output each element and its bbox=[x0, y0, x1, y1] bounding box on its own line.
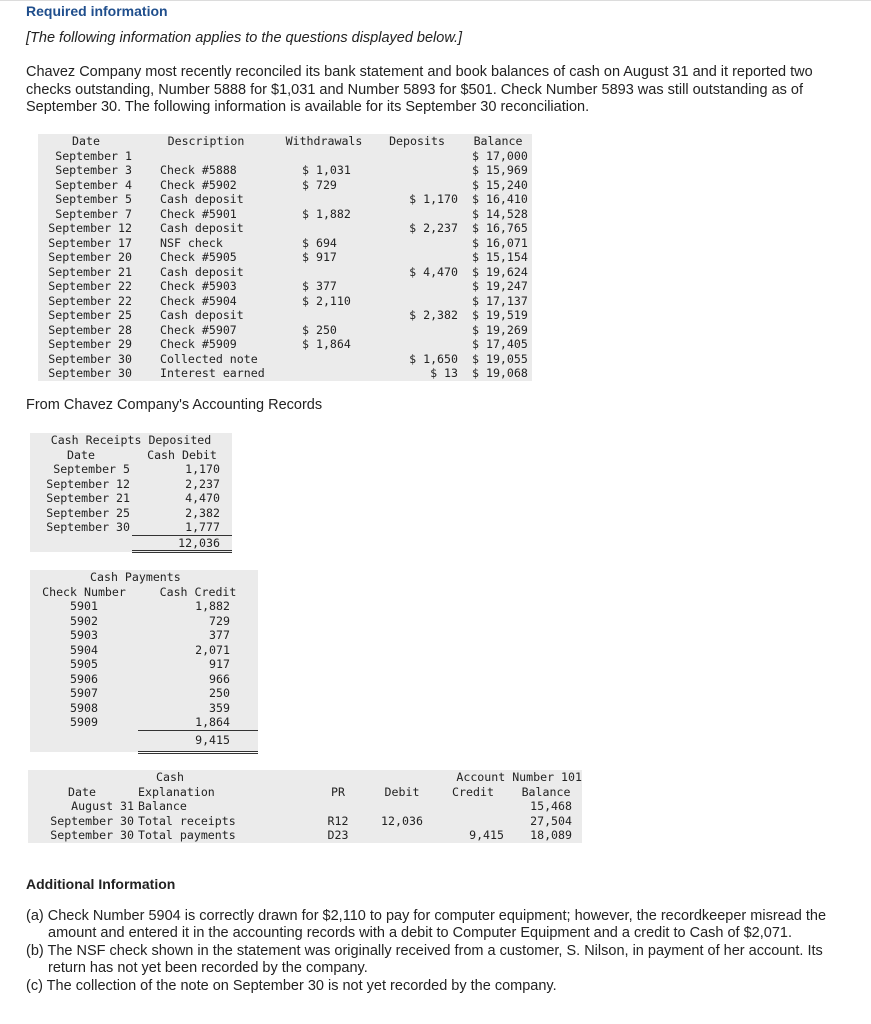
ledger-date: August 31 bbox=[71, 799, 134, 813]
bank-deposit bbox=[370, 323, 464, 338]
payment-row bbox=[30, 715, 258, 730]
bank-row bbox=[38, 236, 532, 251]
bank-balance: $ 15,240 bbox=[472, 177, 528, 192]
bank-withdrawal bbox=[278, 192, 370, 207]
ledger-balance: 15,468 bbox=[530, 799, 572, 813]
payment-check-number: 5907 bbox=[70, 686, 98, 700]
payments-title: Cash Payments bbox=[90, 570, 181, 584]
receipt-row bbox=[30, 477, 232, 492]
payment-check-number: 5908 bbox=[70, 700, 98, 715]
receipt-date: September 5 bbox=[53, 462, 130, 476]
receipts-total-spacer bbox=[30, 535, 132, 552]
payment-row bbox=[30, 672, 258, 687]
bank-deposit: $ 4,470 bbox=[409, 264, 458, 279]
receipt-row bbox=[30, 520, 232, 535]
bank-withdrawal: $ 1,882 bbox=[302, 206, 351, 221]
bank-deposit bbox=[370, 207, 464, 222]
bank-withdrawal: $ 2,110 bbox=[302, 293, 351, 308]
bank-description: Cash deposit bbox=[160, 192, 244, 206]
ledger-balance-header: Balance bbox=[521, 784, 571, 799]
bank-withdrawal bbox=[278, 265, 370, 280]
ledger-explanation: Total receipts bbox=[138, 813, 236, 828]
bank-row bbox=[38, 178, 532, 193]
payment-amount: 250 bbox=[209, 686, 230, 700]
bank-withdrawal: $ 1,031 bbox=[302, 163, 351, 177]
bank-description: Check #5904 bbox=[160, 293, 237, 308]
payment-amount: 1,864 bbox=[138, 715, 258, 730]
payment-row bbox=[30, 599, 258, 614]
payment-amount: 377 bbox=[209, 628, 230, 642]
bank-withdrawal: $ 377 bbox=[302, 279, 337, 293]
bank-statement-table bbox=[38, 134, 532, 381]
receipts-debit-header: Cash Debit bbox=[147, 447, 217, 462]
ledger-date: September 30 bbox=[50, 828, 134, 842]
bank-description: Check #5901 bbox=[160, 206, 237, 221]
payment-check-number: 5903 bbox=[70, 628, 98, 642]
bank-withdrawal: $ 917 bbox=[302, 250, 337, 264]
bank-date: September 21 bbox=[48, 264, 132, 279]
payment-amount: 359 bbox=[209, 700, 230, 715]
bank-deposit: $ 1,170 bbox=[409, 192, 458, 206]
ledger-body bbox=[28, 770, 582, 843]
payment-amount: 966 bbox=[209, 671, 230, 686]
ledger-debit: 12,036 bbox=[381, 813, 423, 828]
bank-date: September 7 bbox=[55, 206, 132, 221]
cash-ledger-table bbox=[28, 770, 582, 843]
bank-row bbox=[38, 294, 532, 309]
bank-row bbox=[38, 265, 532, 280]
additional-item-a: (a) Check Number 5904 is correctly drawn for $2,110 to pay for computer equipment; however, the recordkeeper misread the amount and entered it in the accounting records with a debit to Computer Equipment and a credit to Cash of $2,071. bbox=[26, 908, 827, 941]
bank-description: Cash deposit bbox=[160, 308, 244, 322]
payment-check-number: 5906 bbox=[70, 671, 98, 686]
ledger-explanation-header: Explanation bbox=[138, 784, 215, 799]
receipt-amount: 2,382 bbox=[185, 505, 220, 520]
bank-deposit: $ 2,237 bbox=[409, 221, 458, 235]
bank-date: September 30 bbox=[48, 351, 132, 366]
payment-check-number: 5902 bbox=[70, 613, 98, 628]
ledger-debit bbox=[368, 799, 436, 814]
bank-withdrawal: $ 729 bbox=[302, 177, 337, 192]
bank-balance: $ 16,765 bbox=[472, 221, 528, 235]
ledger-credit bbox=[436, 799, 510, 814]
bank-row bbox=[38, 323, 532, 338]
bank-row bbox=[38, 352, 532, 367]
bank-body bbox=[38, 149, 532, 381]
bank-description bbox=[134, 149, 278, 164]
ledger-date: September 30 bbox=[50, 813, 134, 828]
bank-balance: $ 17,405 bbox=[472, 337, 528, 351]
cash-payments-table bbox=[30, 570, 258, 754]
bank-withdrawal bbox=[278, 221, 370, 236]
ledger-balance: 27,504 bbox=[530, 813, 572, 828]
ledger-pr-header: PR bbox=[331, 784, 345, 799]
ledger-debit bbox=[368, 828, 436, 843]
ledger-pr bbox=[308, 799, 368, 814]
ledger-pr: D23 bbox=[327, 828, 349, 842]
bank-description: NSF check bbox=[160, 235, 223, 250]
payments-check-header: Check Number bbox=[42, 584, 126, 599]
ledger-row bbox=[28, 814, 582, 829]
ledger-pr: R12 bbox=[327, 813, 349, 828]
bank-balance: $ 19,519 bbox=[472, 308, 528, 322]
bank-description: Interest earned bbox=[160, 366, 265, 380]
payment-check-number: 5905 bbox=[70, 657, 98, 671]
cash-receipts-table bbox=[30, 433, 232, 553]
bank-description: Check #5909 bbox=[160, 337, 237, 351]
bank-description: Cash deposit bbox=[160, 264, 244, 279]
additional-info-list bbox=[26, 908, 856, 996]
bank-date: September 20 bbox=[48, 250, 132, 264]
receipt-date: September 12 bbox=[46, 476, 130, 491]
payments-body bbox=[30, 570, 258, 752]
bank-date: September 30 bbox=[48, 366, 132, 380]
bank-withdrawal: $ 250 bbox=[302, 322, 337, 337]
bank-deposit bbox=[370, 178, 464, 193]
ledger-row bbox=[28, 799, 582, 814]
bank-balance: $ 17,000 bbox=[472, 148, 528, 163]
ledger-credit-header: Credit bbox=[452, 784, 494, 799]
receipts-total-row bbox=[30, 535, 232, 552]
records-title: From Chavez Company's Accounting Records bbox=[26, 397, 323, 413]
additional-item-b: (b) The NSF check shown in the statement was originally received from a customer, S. Nilson, in payment of her account. Its return has not yet been recorded by the company. bbox=[26, 943, 823, 976]
bank-deposit: $ 1,650 bbox=[409, 351, 458, 366]
payment-amount: 1,882 bbox=[195, 599, 230, 613]
bank-description: Check #5907 bbox=[160, 322, 237, 337]
bank-balance: $ 17,137 bbox=[472, 293, 528, 308]
receipt-date: September 21 bbox=[46, 491, 130, 505]
payment-row bbox=[30, 628, 258, 643]
bank-row bbox=[38, 250, 532, 265]
bank-balance: $ 19,624 bbox=[472, 264, 528, 279]
receipts-title: Cash Receipts Deposited bbox=[50, 433, 212, 447]
col-deposits-header: Deposits bbox=[389, 134, 445, 148]
payments-total: 9,415 bbox=[138, 730, 258, 752]
problem-text: Chavez Company most recently reconciled its bank statement and book balances of cash on August 31 and it reported two checks outstanding, Number 5888 for $1,031 and Number 5893 for $501. Check Number 5893 was still outstanding as of September 30. The following information is available for its September 30 reconciliation. bbox=[26, 64, 813, 115]
receipt-row bbox=[30, 491, 232, 506]
payment-amount: 917 bbox=[209, 657, 230, 671]
payment-check-number: 5901 bbox=[70, 599, 98, 613]
additional-info-title: Additional Information bbox=[26, 876, 176, 892]
bank-description: Check #5905 bbox=[160, 250, 237, 264]
additional-item-c: (c) The collection of the note on September 30 is not yet recorded by the company. bbox=[26, 978, 557, 994]
bank-deposit: $ 2,382 bbox=[409, 308, 458, 322]
ledger-row bbox=[28, 828, 582, 843]
bank-row bbox=[38, 192, 532, 207]
bank-withdrawal: $ 1,864 bbox=[302, 337, 351, 351]
payment-check-number: 5909 bbox=[70, 715, 98, 730]
receipt-amount: 2,237 bbox=[185, 476, 220, 491]
bank-date: September 25 bbox=[48, 308, 132, 322]
receipts-total: 12,036 bbox=[132, 535, 232, 552]
bank-balance: $ 16,410 bbox=[472, 192, 528, 206]
payment-row bbox=[30, 657, 258, 672]
col-date-header: Date bbox=[72, 134, 100, 148]
bank-deposit bbox=[370, 294, 464, 309]
payment-amount: 729 bbox=[209, 613, 230, 628]
ledger-explanation: Balance bbox=[138, 799, 187, 813]
bank-description: Check #5903 bbox=[160, 279, 237, 293]
intro-note: [The following information applies to the questions displayed below.] bbox=[26, 30, 463, 46]
bank-deposit bbox=[370, 250, 464, 265]
receipt-date: September 25 bbox=[46, 505, 130, 520]
bank-row bbox=[38, 149, 532, 164]
payment-row bbox=[30, 686, 258, 701]
ledger-credit bbox=[436, 814, 510, 829]
bank-balance: $ 16,071 bbox=[472, 235, 528, 250]
required-info-heading: Required information bbox=[26, 3, 168, 19]
receipt-amount: 1,170 bbox=[185, 462, 220, 476]
bank-date: September 3 bbox=[55, 163, 132, 177]
bank-header-row bbox=[38, 134, 532, 149]
bank-deposit bbox=[370, 236, 464, 251]
bank-deposit bbox=[370, 163, 464, 178]
bank-deposit: $ 13 bbox=[430, 366, 458, 380]
receipt-row bbox=[30, 506, 232, 521]
bank-balance: $ 19,068 bbox=[472, 366, 528, 380]
bank-row bbox=[38, 337, 532, 352]
bank-row bbox=[38, 207, 532, 222]
col-withdrawals-header: Withdrawals bbox=[285, 134, 363, 148]
bank-balance: $ 19,247 bbox=[472, 279, 528, 293]
bank-deposit bbox=[370, 337, 464, 352]
ledger-title: Cash bbox=[156, 770, 184, 784]
bank-date: September 12 bbox=[48, 221, 132, 235]
payment-row bbox=[30, 643, 258, 658]
ledger-balance: 18,089 bbox=[530, 828, 572, 842]
receipts-date-header: Date bbox=[67, 447, 95, 462]
bank-description: Cash deposit bbox=[160, 221, 244, 235]
bank-date: September 17 bbox=[48, 235, 132, 250]
payment-row bbox=[30, 614, 258, 629]
bank-deposit bbox=[370, 279, 464, 294]
payments-credit-header: Cash Credit bbox=[159, 584, 237, 599]
ledger-debit-header: Debit bbox=[384, 784, 420, 799]
payment-amount: 2,071 bbox=[195, 642, 230, 657]
bank-withdrawal bbox=[278, 149, 370, 164]
bank-date: September 22 bbox=[48, 279, 132, 293]
bank-withdrawal bbox=[278, 366, 370, 381]
bank-withdrawal bbox=[278, 352, 370, 367]
ledger-credit: 9,415 bbox=[469, 828, 504, 842]
bank-date: September 5 bbox=[55, 192, 132, 206]
payment-check-number: 5904 bbox=[70, 642, 98, 657]
ledger-account-number: Account Number 101 bbox=[456, 770, 582, 784]
bank-balance: $ 15,969 bbox=[472, 163, 528, 177]
receipt-amount: 4,470 bbox=[185, 491, 220, 505]
receipt-date: September 30 bbox=[46, 520, 130, 535]
bank-withdrawal bbox=[278, 308, 370, 323]
payment-row bbox=[30, 701, 258, 716]
bank-balance: $ 19,055 bbox=[472, 351, 528, 366]
bank-balance: $ 14,528 bbox=[472, 206, 528, 221]
bank-description: Collected note bbox=[160, 351, 258, 366]
bank-date: September 4 bbox=[55, 177, 132, 192]
payments-total-row bbox=[30, 730, 258, 752]
bank-row bbox=[38, 308, 532, 323]
bank-balance: $ 15,154 bbox=[472, 250, 528, 264]
bank-row bbox=[38, 221, 532, 236]
bank-date: September 1 bbox=[55, 148, 132, 163]
bank-date: September 22 bbox=[48, 293, 132, 308]
ledger-explanation: Total payments bbox=[138, 828, 236, 842]
bank-row bbox=[38, 279, 532, 294]
ledger-date-header: Date bbox=[68, 784, 96, 799]
col-description-header: Description bbox=[167, 134, 245, 148]
bank-date: September 28 bbox=[48, 322, 132, 337]
bank-description: Check #5888 bbox=[160, 163, 237, 177]
bank-withdrawal: $ 694 bbox=[302, 235, 337, 250]
bank-row bbox=[38, 366, 532, 381]
receipts-body bbox=[30, 433, 232, 552]
col-balance-header: Balance bbox=[473, 134, 523, 148]
payments-total-spacer bbox=[30, 730, 138, 752]
bank-description: Check #5902 bbox=[160, 177, 237, 192]
bank-row bbox=[38, 163, 532, 178]
receipt-amount: 1,777 bbox=[132, 520, 232, 535]
bank-balance: $ 19,269 bbox=[472, 322, 528, 337]
bank-deposit bbox=[370, 149, 464, 164]
receipt-row bbox=[30, 462, 232, 477]
top-divider bbox=[0, 0, 871, 1]
bank-date: September 29 bbox=[48, 337, 132, 351]
